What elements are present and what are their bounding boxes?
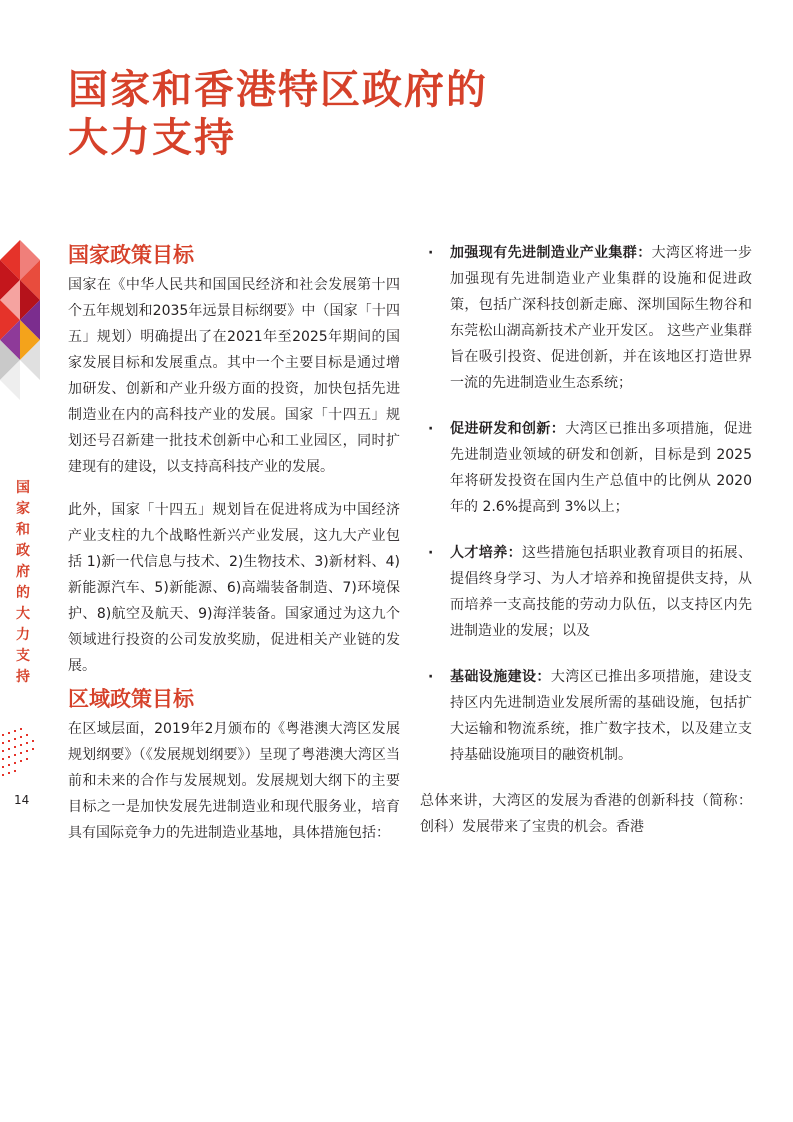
bullet-item-rnd	[420, 416, 752, 520]
side-section-title: 国家和政府的大力支持	[16, 480, 30, 685]
bullet-dot: ·	[428, 669, 434, 685]
page-title-line-1: 国家和香港特区政府的	[68, 67, 488, 113]
page-title-line-2: 大力支持	[68, 115, 236, 161]
triangle-mosaic-decoration	[0, 240, 40, 400]
paragraph-closing: 总体来讲，大湾区的发展为香港的创新科技（简称：创科）发展带来了宝贵的机会。香港	[420, 793, 752, 835]
bullet-text: 大湾区已推出多项措施，促进先进制造业领域的研发和创新，目标是到 2025 年将研发投资在国内生产总值中的比例从 2020 年的 2.6%提高到 3%以上；	[450, 421, 753, 515]
bullet-dot: ·	[428, 421, 434, 437]
paragraph-national-plan: 国家在《中华人民共和国国民经济和社会发展第十四个五年规划和2035年远景目标纲要》中（国家「十四五」规划）明确提出了在2021年至2025年期间的国家发展目标和发展重点。其中一个主要目标是通过增加研发、创新和产业升级方面的投资，加快包括先进制造业在内的高科技产业的发展。国家「十四五」规划还号召新建一批技术创新中心和工业园区，同时扩建现有的建设，以支持高科技产业的发展。	[68, 277, 400, 475]
bullet-label: 人才培养：	[450, 545, 522, 561]
bullet-item-infrastructure	[420, 664, 752, 768]
paragraph-strategic-industries: 此外，国家「十四五」规划旨在促进将成为中国经济产业支柱的九个战略性新兴产业发展，这九大产业包括 1)新一代信息与技术、2)生物技术、3)新材料、4)新能源汽车、5)新能源、6)高端装备制造、7)环境保护、8)航空及航天、9)海洋装备。国家通过为这九个领域进行投资的公司发放奖励，促进相关产业链的发展。	[68, 502, 400, 674]
bullet-label: 基础设施建设：	[450, 669, 551, 685]
heading-regional-policy-goals: 区域政策目标	[68, 687, 194, 711]
left-column	[68, 240, 400, 846]
bullet-item-clusters	[420, 240, 752, 396]
heading-national-policy-goals: 国家政策目标	[68, 243, 194, 267]
bullet-label: 加强现有先进制造业产业集群：	[450, 245, 652, 261]
paragraph-gba-outline: 在区域层面，2019年2月颁布的《粤港澳大湾区发展规划纲要》（《发展规划纲要》）呈现了粤港澳大湾区当前和未来的合作与发展规划。发展规划大纲下的主要目标之一是加快发展先进制造业和现代服务业，培育具有国际竞争力的先进制造业基地，具体措施包括：	[68, 721, 400, 841]
page-number: 14	[14, 793, 30, 807]
dot-pattern-decoration	[0, 728, 40, 784]
bullet-label: 促进研发和创新：	[450, 421, 566, 437]
bullet-text: 大湾区已推出多项措施，建设支持区内先进制造业发展所需的基础设施，包括扩大运输和物流系统，推广数字技术，以及建立支持基础设施项目的融资机制。	[450, 669, 753, 763]
right-column	[420, 240, 752, 840]
bullet-dot: ·	[428, 245, 434, 261]
page-title	[68, 66, 488, 162]
bullet-text: 大湾区将进一步加强现有先进制造业产业集群的设施和促进政策，包括广深科技创新走廊、深圳国际生物谷和东莞松山湖高新技术产业开发区。 这些产业集群旨在吸引投资、促进创新，并在该地区打造世界一流的先进制造业生态系统；	[450, 245, 753, 391]
bullet-text: 这些措施包括职业教育项目的拓展、提倡终身学习、为人才培养和挽留提供支持，从而培养一支高技能的劳动力队伍，以支持区内先进制造业的发展；以及	[450, 545, 752, 639]
bullet-dot: ·	[428, 545, 434, 561]
bullet-item-talent	[420, 540, 752, 644]
